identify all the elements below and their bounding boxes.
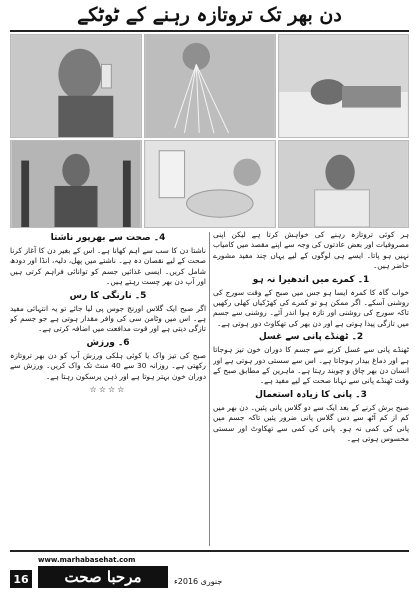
article-header <box>0 0 419 30</box>
tip-3-heading: 3۔ پانی کا زیادہ استعمال <box>255 389 367 400</box>
tip-2-text: ٹھنڈے پانی سے غسل کرنے سے جسم کا دوران خون تیز ہوجاتا ہے اور دماغ بیدار ہوجاتا ہے۔ اس سے سستی دور ہوتی ہے اور انسان دن بھر چاق و چوبند رہتا ہے۔ ماہرین کے مطابق صبح کے وقت ٹھنڈے پانی سے نہانا صحت کے لیے مفید ہے۔ <box>213 345 409 386</box>
tip-3-text: صبح برش کرنے کے بعد ایک سے دو گلاس پانی پئیں۔ دن بھر میں کم از کم آٹھ سے دس گلاس پانی ضرور پئیں تاکہ جسم میں پانی کی کمی نہ ہو۔ پانی کی کمی سے تھکاوٹ اور سستی محسوس ہوتی ہے۔ <box>213 402 409 444</box>
magazine-logo: مرحبا صحت <box>38 566 168 588</box>
article-column-right <box>213 230 409 548</box>
photo-shower-head <box>144 34 276 138</box>
tip-4-text: ناشتا دن کا سب سے اہم کھانا ہے۔ اس کے بغیر دن کا آغاز کرنا صحت کے لیے نقصان دہ ہے۔ ناشتے میں پھل، دلیہ، انڈا اور دودھ شامل کریں۔ ایسی غذائیں جسم کو توانائی فراہم کرتی ہیں اور آپ دن بھر چست رہتے ہیں۔ <box>10 246 206 287</box>
photo-man-sleeping <box>278 34 409 138</box>
tip-5-text: اگر صبح ایک گلاس اورنج جوس پی لیا جائے تو یہ انتہائی مفید ہے۔ اس میں وٹامن سی کی وافر مقدار ہوتی ہے جو جسم کو تازگی دیتی ہے اور قوت مدافعت میں اضافہ کرتی ہے۔ <box>10 303 206 334</box>
article-column-left <box>10 230 206 548</box>
page-number: 16 <box>10 570 32 588</box>
website-link[interactable]: www.marhabasehat.com <box>38 556 136 564</box>
photo-collage <box>10 34 409 228</box>
photo-breakfast <box>144 140 276 228</box>
tip-6-heading: 6۔ ورزش <box>86 337 130 348</box>
photo-man-gym <box>10 140 142 228</box>
column-divider <box>209 232 210 546</box>
tip-6-text: صبح کی تیز واک یا کوئی ہلکی ورزش آپ کو دن بھر تروتازہ رکھتی ہے۔ روزانہ 30 سے 40 منٹ تک واک کریں۔ ورزش سے دوران خون بہتر ہوتا ہے اور ذہن پرسکون رہتا ہے۔ <box>10 350 206 381</box>
title-rule <box>10 30 409 32</box>
tip-4-heading: 4۔ صحت سے بھرپور ناشتا <box>50 233 166 243</box>
page-footer <box>10 550 409 590</box>
tip-1-text: خواب گاہ کا کمرہ ایسا ہو جس میں صبح کے وقت سورج کی روشنی آسکے۔ اگر ممکن ہو تو کمرے کی کھڑکیاں کھلی رکھیں تاکہ سورج کی روشنی اور تازہ ہوا اندر آئے۔ روشنی سے جسم میں تازگی پیدا ہوتی ہے اور دن بھر کی تھکاوٹ دور ہوتی ہے۔ <box>213 287 409 328</box>
end-stars: ☆☆☆☆ <box>89 385 127 395</box>
photo-man-awake <box>278 140 409 228</box>
intro-paragraph: ہر کوئی تروتازہ رہنے کی خواہش کرتا ہے لیکن اپنی مصروفیات اور بعض عادتوں کی وجہ سے اپنے مقصد میں کامیاب نہیں ہو پاتا۔ ایسے ہی لوگوں کے لیے یہاں چند مفید مشورے حاضر ہیں۔ <box>213 230 409 271</box>
photo-man-drinking-water <box>10 34 142 138</box>
article-title: دن بھر تک تروتازہ رہنے کے ٹوٹکے <box>77 4 342 26</box>
tip-1-heading: 1۔ کمرے میں اندھیرا نہ ہو <box>252 274 370 285</box>
issue-date: جنوری 2016ء <box>174 577 223 586</box>
tip-5-heading: 5۔ نارنگی کا رس <box>69 290 147 301</box>
tip-2-heading: 2۔ ٹھنڈے پانی سے غسل <box>258 332 364 343</box>
